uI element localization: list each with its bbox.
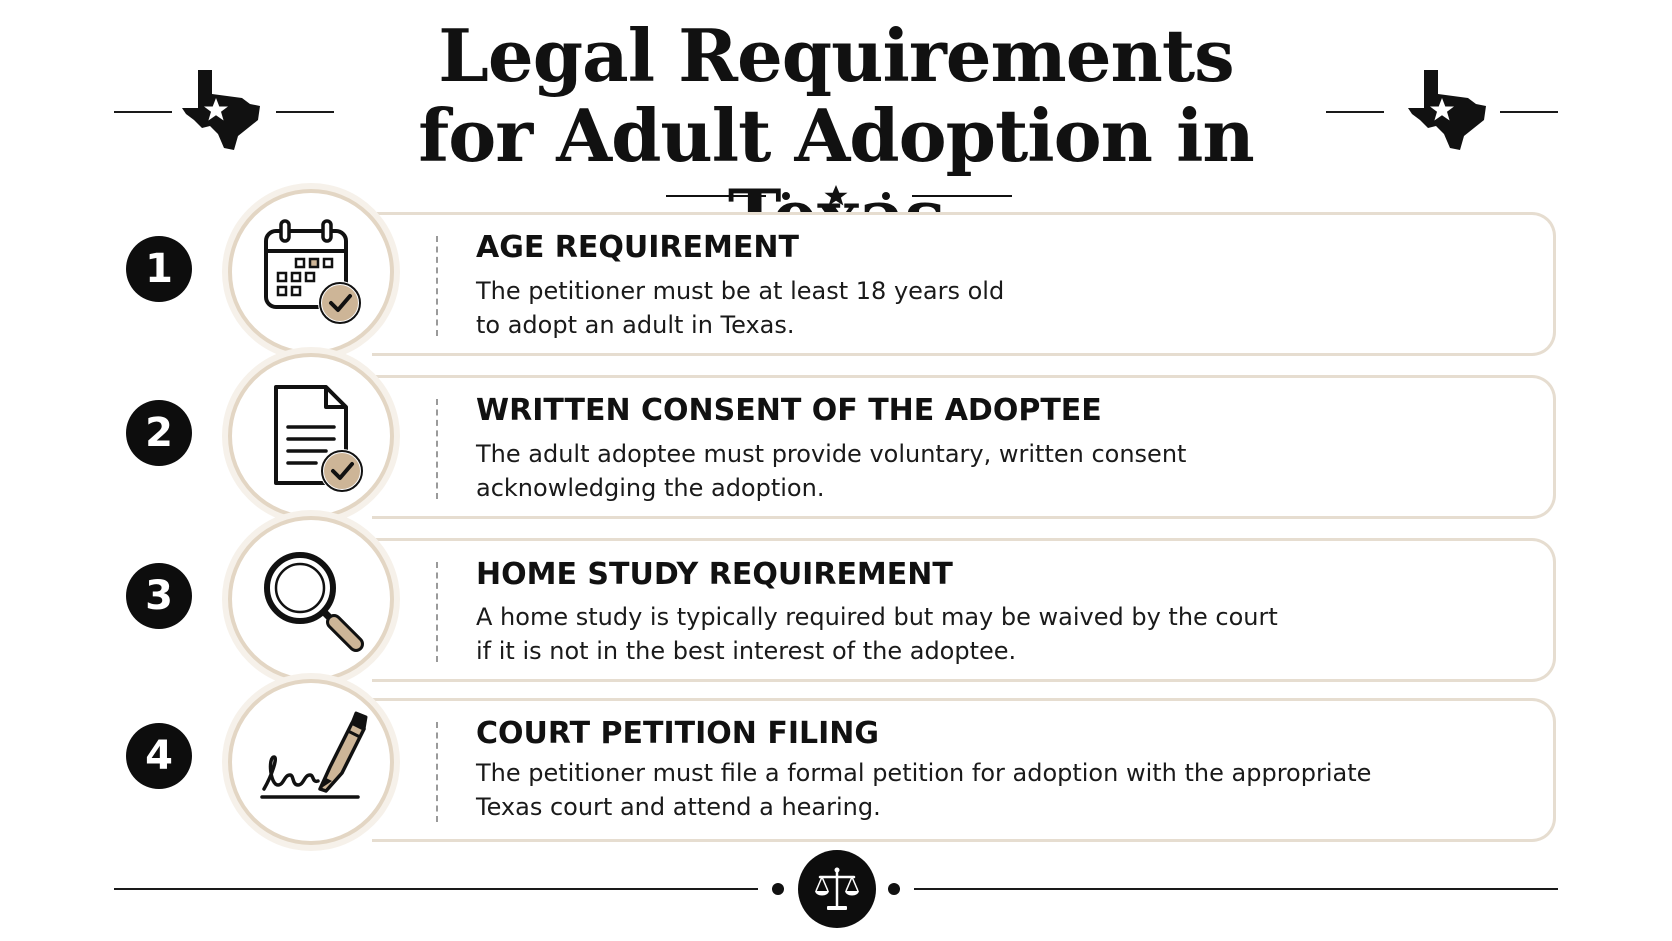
step-number-badge: 2 [126,400,192,466]
step-number-badge: 4 [126,723,192,789]
step-number-badge: 3 [126,563,192,629]
page-title-line-1: Legal Requirements [438,13,1234,98]
texas-star-icon [1406,68,1490,152]
footer-right-dot [888,883,900,895]
header-left-rule-inner [276,111,334,113]
requirement-description-line-1: A home study is typically required but may be waived by the court [476,603,1278,631]
requirement-description-line-1: The petitioner must file a formal petition for adoption with the appropriate [476,759,1372,787]
calendar-check-icon [228,189,394,355]
row-divider [436,562,438,662]
requirement-heading: WRITTEN CONSENT OF THE ADOPTEE [476,393,1102,428]
pen-signature-icon [228,679,394,845]
row-divider [436,722,438,822]
requirement-description [476,274,1436,342]
step-number-badge: 1 [126,236,192,302]
requirement-heading: AGE REQUIREMENT [476,230,799,265]
row-divider [436,236,438,336]
requirement-description-line-1: The petitioner must be at least 18 years old [476,277,1005,305]
requirement-description [476,756,1436,824]
requirement-description-line-1: The adult adoptee must provide voluntary, written consent [476,440,1187,468]
requirement-heading: HOME STUDY REQUIREMENT [476,557,953,592]
footer-left-dot [772,883,784,895]
magnifying-glass-icon [228,516,394,682]
scales-of-justice-icon [798,850,876,928]
requirement-description-line-2: acknowledging the adoption. [476,474,825,502]
page-title-line-2: for Adult Adoption in [418,93,1254,178]
header-right-rule-inner [1326,111,1384,113]
requirement-description-line-2: if it is not in the best interest of the adoptee. [476,637,1017,665]
requirement-heading: COURT PETITION FILING [476,716,879,751]
footer-left-rule [114,888,758,890]
texas-star-icon [180,68,264,152]
requirement-description-line-2: Texas court and attend a hearing. [476,793,881,821]
document-check-icon [228,353,394,519]
row-divider [436,399,438,499]
header-left-rule-outer [114,111,172,113]
requirement-description-line-2: to adopt an adult in Texas. [476,311,795,339]
header-right-rule-outer [1500,111,1558,113]
requirement-description [476,437,1436,505]
star-icon [664,184,1014,208]
footer-right-rule [914,888,1558,890]
requirement-description [476,600,1436,668]
